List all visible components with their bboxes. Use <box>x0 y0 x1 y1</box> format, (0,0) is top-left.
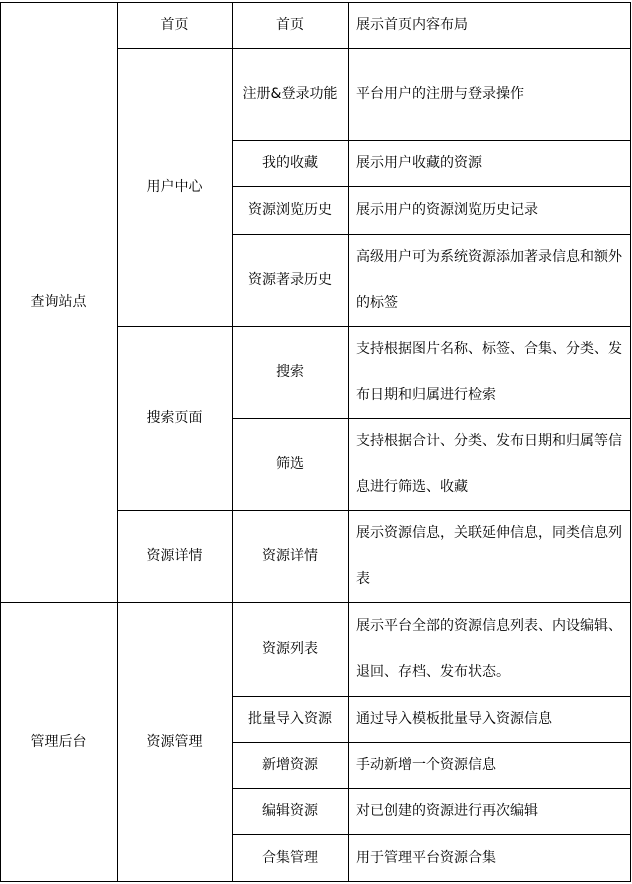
description-text: 手动新增一个资源信息 <box>356 757 496 773</box>
description-cell <box>348 140 630 186</box>
row-divider <box>117 510 631 511</box>
feature-cell <box>232 696 348 742</box>
table-border-top <box>0 2 631 3</box>
table-border-right <box>630 2 631 882</box>
description-cell <box>348 2 630 48</box>
description-cell <box>348 48 630 140</box>
description-cell <box>348 186 630 234</box>
feature-cell <box>232 326 348 418</box>
table-border-bottom <box>0 881 631 882</box>
module-cell-user-center <box>117 48 232 326</box>
description-text: 平台用户的注册与登录操作 <box>356 86 524 102</box>
feature-label: 新增资源 <box>262 757 318 773</box>
row-divider <box>232 742 631 743</box>
description-text: 通过导入模板批量导入资源信息 <box>356 711 552 727</box>
feature-label: 我的收藏 <box>262 155 318 171</box>
feature-label: 编辑资源 <box>262 803 318 819</box>
description-cell <box>348 602 630 696</box>
module-label: 资源管理 <box>146 734 203 750</box>
feature-label: 资源浏览历史 <box>248 202 332 218</box>
description-cell <box>348 418 630 510</box>
table-column-divider <box>348 2 349 882</box>
feature-label: 注册&登录功能 <box>242 86 338 102</box>
feature-cell <box>232 834 348 882</box>
description-text: 展示平台全部的资源信息列表、内设编辑、退回、存档、发布状态。 <box>356 618 622 680</box>
description-text: 对已创建的资源进行再次编辑 <box>356 803 538 819</box>
module-cell-home <box>117 2 232 48</box>
description-text: 支持根据合计、分类、发布日期和归属等信息进行筛选、收藏 <box>356 433 622 495</box>
feature-label: 资源列表 <box>262 641 318 657</box>
description-text: 展示用户收藏的资源 <box>356 155 482 171</box>
module-label: 用户中心 <box>146 179 203 195</box>
row-divider <box>232 788 631 789</box>
table-column-divider <box>232 2 233 882</box>
description-text: 用于管理平台资源合集 <box>356 850 496 866</box>
description-cell <box>348 510 630 602</box>
feature-cell <box>232 602 348 696</box>
row-divider <box>232 186 631 187</box>
feature-cell <box>232 140 348 186</box>
feature-label: 资源著录历史 <box>248 272 332 288</box>
feature-cell <box>232 742 348 788</box>
feature-label: 首页 <box>276 17 304 33</box>
row-divider <box>232 234 631 235</box>
feature-cell <box>232 234 348 326</box>
feature-label: 合集管理 <box>262 850 318 866</box>
description-cell <box>348 788 630 834</box>
feature-cell <box>232 2 348 48</box>
row-divider <box>232 696 631 697</box>
description-cell <box>348 696 630 742</box>
feature-label: 搜索 <box>276 364 304 380</box>
row-divider <box>117 48 631 49</box>
module-cell-resource-management <box>117 602 232 882</box>
feature-cell <box>232 510 348 602</box>
description-cell <box>348 234 630 326</box>
description-cell <box>348 326 630 418</box>
table-column-divider <box>117 2 118 882</box>
row-divider <box>117 326 631 327</box>
table-border-left <box>0 2 1 882</box>
section-cell-query-site <box>0 2 117 602</box>
description-text: 高级用户可为系统资源添加著录信息和额外的标签 <box>356 249 622 311</box>
section-label: 管理后台 <box>30 734 87 750</box>
description-text: 展示用户的资源浏览历史记录 <box>356 202 538 218</box>
feature-label: 资源详情 <box>262 548 318 564</box>
module-cell-search-page <box>117 326 232 510</box>
description-text: 展示首页内容布局 <box>356 17 468 33</box>
feature-cell <box>232 186 348 234</box>
module-label: 资源详情 <box>146 548 203 564</box>
row-divider <box>232 834 631 835</box>
description-text: 支持根据图片名称、标签、合集、分类、发布日期和归属进行检索 <box>356 341 622 403</box>
feature-label: 批量导入资源 <box>248 711 332 727</box>
module-label: 首页 <box>160 17 189 33</box>
feature-cell <box>232 788 348 834</box>
section-label: 查询站点 <box>30 294 87 310</box>
section-divider <box>0 602 631 603</box>
description-cell <box>348 834 630 882</box>
feature-cell <box>232 48 348 140</box>
feature-label: 筛选 <box>276 456 304 472</box>
module-cell-resource-detail <box>117 510 232 602</box>
feature-cell <box>232 418 348 510</box>
description-cell <box>348 742 630 788</box>
description-text: 展示资源信息，关联延伸信息，同类信息列表 <box>356 525 622 587</box>
row-divider <box>232 418 631 419</box>
row-divider <box>232 140 631 141</box>
module-label: 搜索页面 <box>146 410 203 426</box>
section-cell-admin <box>0 602 117 882</box>
